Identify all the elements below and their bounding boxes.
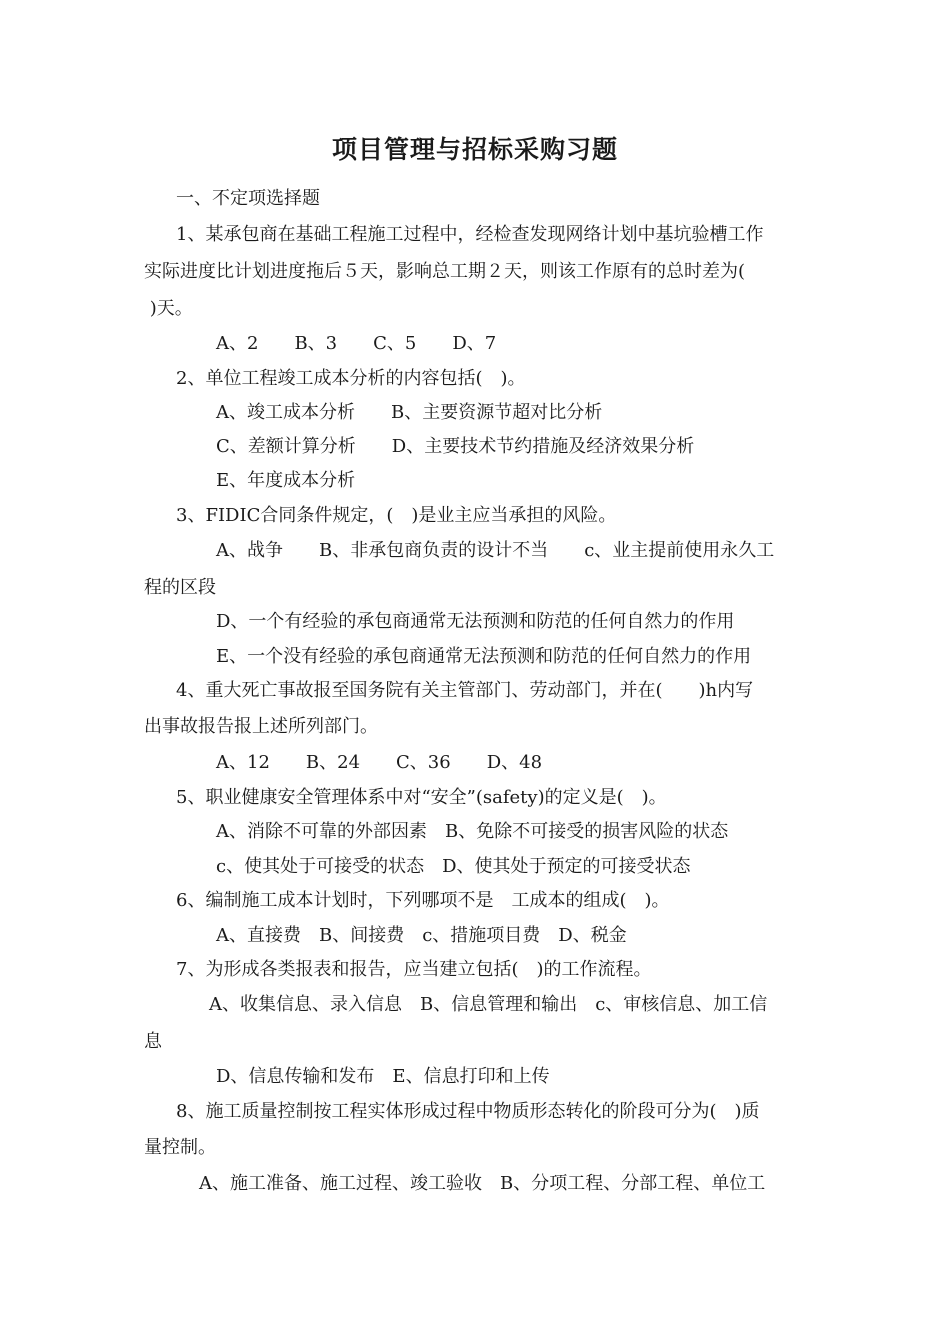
question-3-line-1: 3、FIDIC合同条件规定，( )是业主应当承担的风险。 — [176, 505, 617, 526]
question-4-options: A、12 B、24 C、36 D、48 — [216, 752, 543, 773]
question-8-line-2: 量控制。 — [144, 1137, 216, 1158]
question-3-option-d: D、一个有经验的承包商通常无法预测和防范的任何自然力的作用 — [216, 611, 735, 632]
question-6-line-1: 6、编制施工成本计划时，下列哪项不是 工成本的组成( )。 — [176, 890, 670, 911]
page-title: 项目管理与招标采购习题 — [331, 135, 618, 164]
question-2-options-cd: C、差额计算分析 D、主要技术节约措施及经济效果分析 — [216, 436, 695, 457]
question-8-line-1: 8、施工质量控制按工程实体形成过程中物质形态转化的阶段可分为( )质 — [176, 1101, 760, 1122]
question-5-options-cd: c、使其处于可接受的状态 D、使其处于预定的可接受状态 — [216, 856, 691, 877]
question-4-line-1: 4、重大死亡事故报至国务院有关主管部门、劳动部门，并在( )h内写 — [176, 680, 754, 701]
question-7-options-cont: 息 — [144, 1031, 162, 1052]
question-1-line-3: )天。 — [144, 298, 193, 319]
question-2-options-ab: A、竣工成本分析 B、主要资源节超对比分析 — [216, 402, 603, 423]
question-6-options: A、直接费 B、间接费 c、措施项目费 D、税金 — [216, 925, 627, 946]
section-heading: 一、不定项选择题 — [176, 188, 320, 209]
question-1-line-1: 1、某承包商在基础工程施工过程中，经检查发现网络计划中基坑验槽工作 — [176, 224, 764, 245]
question-3-option-e: E、一个没有经验的承包商通常无法预测和防范的任何自然力的作用 — [216, 646, 752, 667]
question-5-line-1: 5、职业健康安全管理体系中对“安全”(safety)的定义是( )。 — [176, 787, 667, 808]
question-3-options-cont: 程的区段 — [144, 577, 216, 598]
question-7-options-de: D、信息传输和发布 E、信息打印和上传 — [216, 1066, 550, 1087]
question-2-line-1: 2、单位工程竣工成本分析的内容包括( )。 — [176, 368, 526, 389]
question-7-options-abc: A、收集信息、录入信息 B、信息管理和输出 c、审核信息、加工信 — [209, 994, 768, 1015]
question-1-options: A、2 B、3 C、5 D、7 — [216, 333, 497, 354]
question-8-options-ab: A、施工准备、施工过程、竣工验收 B、分项工程、分部工程、单位工 — [199, 1173, 766, 1194]
question-1-line-2: 实际进度比计划进度拖后５天，影响总工期２天，则该工作原有的总时差为( — [144, 261, 746, 282]
question-4-line-2: 出事故报告报上述所列部门。 — [144, 716, 378, 737]
question-7-line-1: 7、为形成各类报表和报告，应当建立包括( )的工作流程。 — [176, 959, 652, 980]
question-3-options-abc: A、战争 B、非承包商负责的设计不当 c、业主提前使用永久工 — [216, 540, 775, 561]
question-5-options-ab: A、消除不可靠的外部因素 B、免除不可接受的损害风险的状态 — [216, 821, 729, 842]
question-2-option-e: E、年度成本分析 — [216, 470, 356, 491]
